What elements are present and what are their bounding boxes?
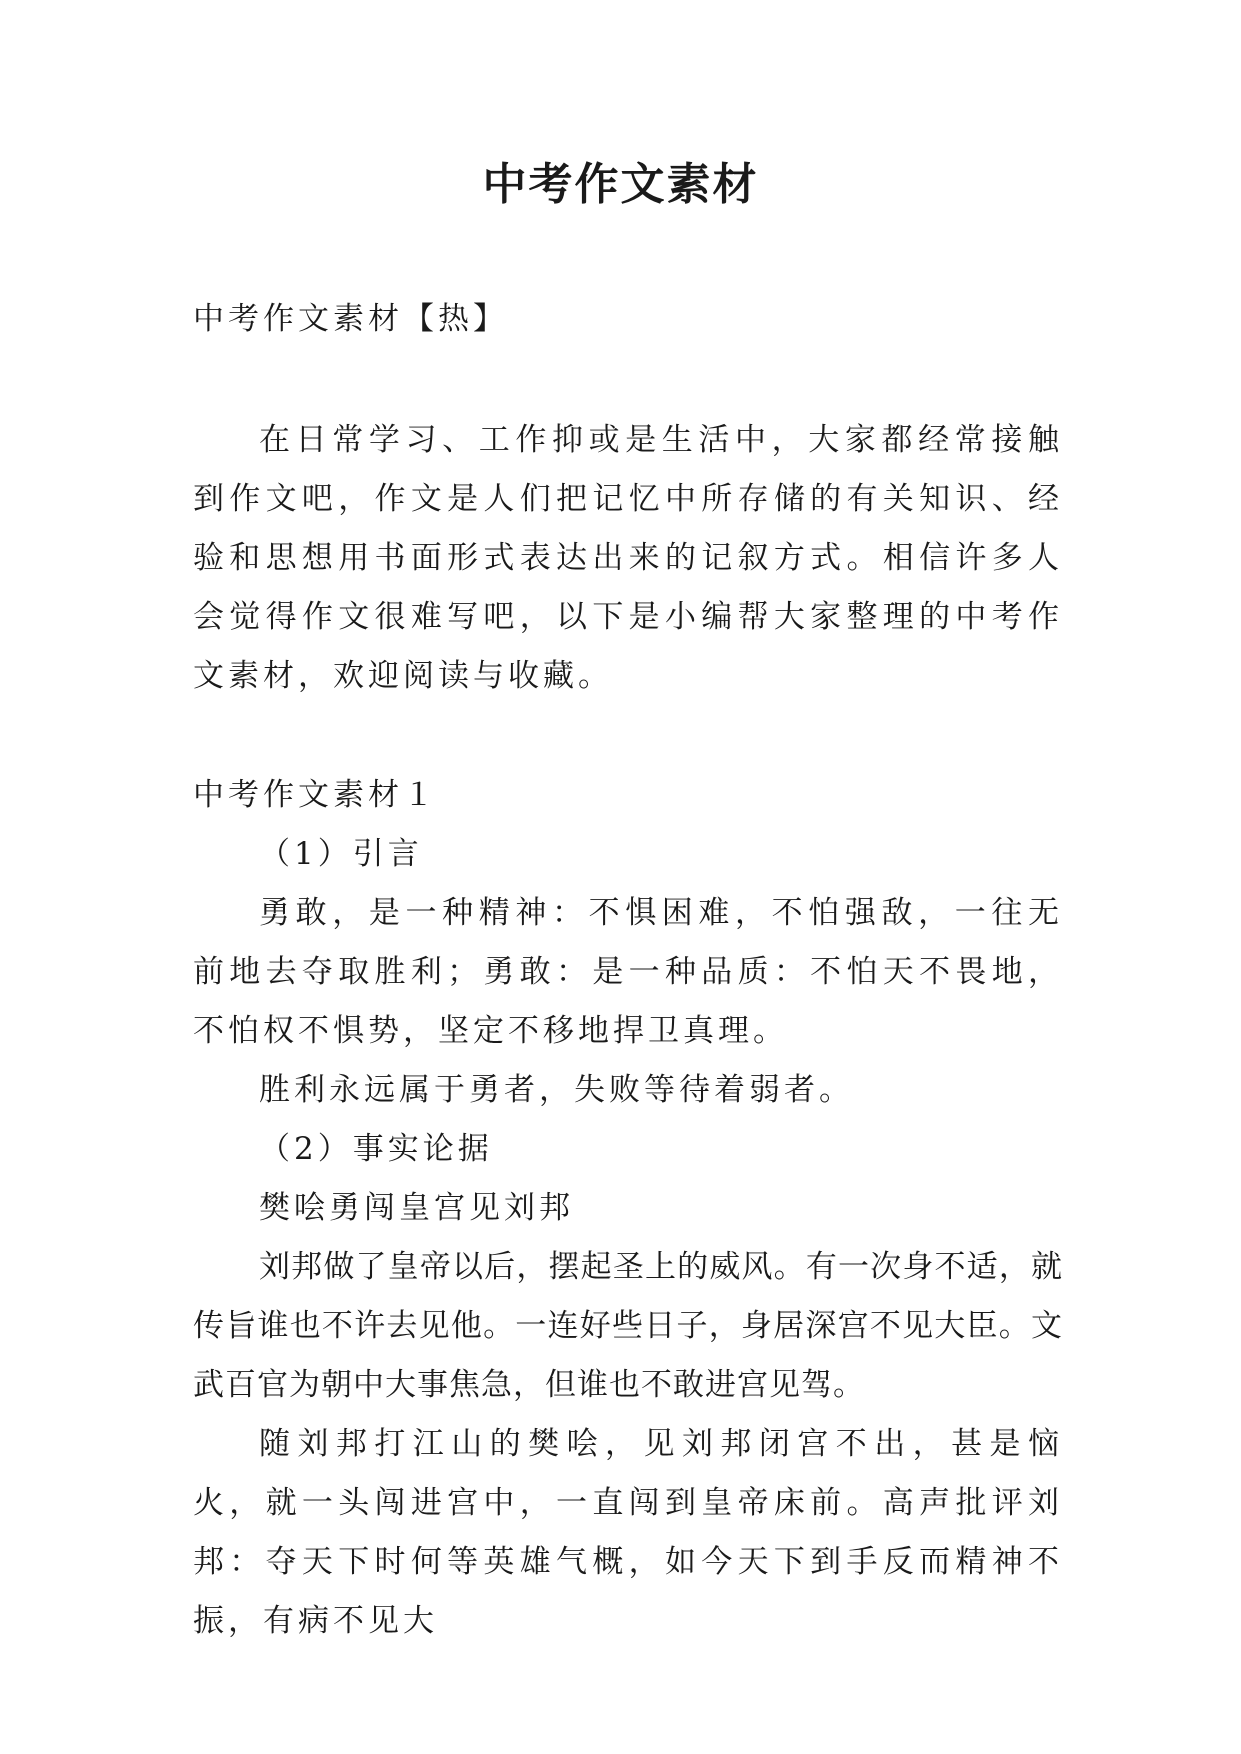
document-title: 中考作文素材 bbox=[482, 159, 759, 210]
part2-heading: （2）事实论据 bbox=[259, 1131, 493, 1167]
document-body bbox=[193, 290, 1063, 1651]
spacer bbox=[193, 706, 1063, 766]
part1-paragraph-1: 勇敢，是一种精神：不惧困难，不怕强敌，一往无前地去夺取胜利；勇敢：是一种品质：不怕天不畏地，不怕权不惧势，坚定不移地捍卫真理。 bbox=[193, 895, 1063, 1049]
story-paragraph-2: 随刘邦打江山的樊哙，见刘邦闭宫不出，甚是恼火，就一头闯进宫中，一直闯到皇帝床前。高声批评刘邦：夺天下时何等英雄气概，如今天下到手反而精神不振，有病不见大 bbox=[193, 1426, 1063, 1639]
section-title: 中考作文素材１ bbox=[193, 777, 438, 813]
story-title: 樊哙勇闯皇宫见刘邦 bbox=[259, 1190, 574, 1226]
spacer bbox=[193, 349, 1063, 411]
part1-heading: （1）引言 bbox=[259, 836, 423, 872]
part1-paragraph-2: 胜利永远属于勇者，失败等待着弱者。 bbox=[259, 1072, 854, 1108]
document-subtitle: 中考作文素材【热】 bbox=[193, 301, 508, 337]
intro-paragraph: 在日常学习、工作抑或是生活中，大家都经常接触到作文吧，作文是人们把记忆中所存储的有关知识、经验和思想用书面形式表达出来的记叙方式。相信许多人会觉得作文很难写吧，以下是小编帮大家整理的中考作文素材，欢迎阅读与收藏。 bbox=[193, 422, 1063, 694]
story-paragraph-1: 刘邦做了皇帝以后，摆起圣上的威风。有一次身不适，就传旨谁也不许去见他。一连好些日子，身居深宫不见大臣。文武百官为朝中大事焦急，但谁也不敢进宫见驾。 bbox=[193, 1249, 1063, 1403]
